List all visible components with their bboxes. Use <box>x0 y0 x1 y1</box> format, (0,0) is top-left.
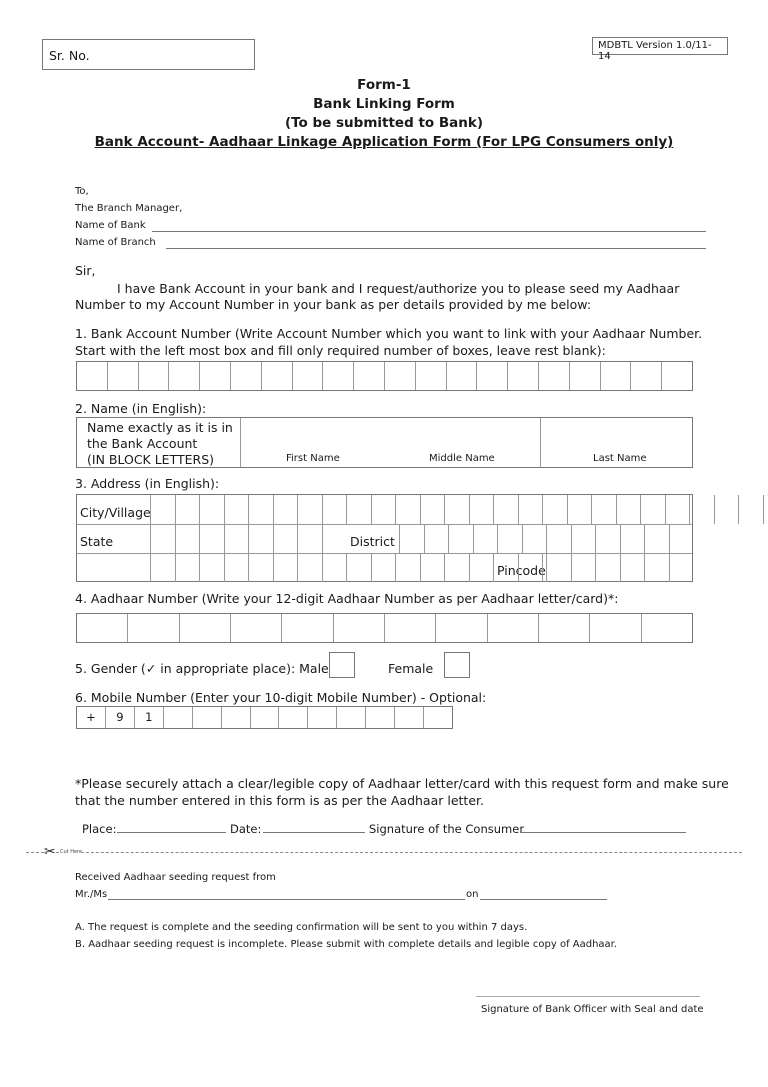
cut-line <box>26 852 742 853</box>
mobile-prefix-box: 9 <box>106 707 135 728</box>
name-divider <box>240 418 241 467</box>
date-label: Date: <box>230 822 262 836</box>
aadhaar-digit-box[interactable] <box>128 614 179 642</box>
version-box <box>592 37 728 62</box>
mobile-number-boxes[interactable] <box>76 706 453 729</box>
account-digit-box[interactable] <box>447 362 478 390</box>
middle-name-field[interactable]: Middle Name <box>429 453 495 464</box>
mobile-digit-box[interactable] <box>308 707 337 728</box>
account-digit-box[interactable] <box>293 362 324 390</box>
account-digit-box[interactable] <box>508 362 539 390</box>
officer-signature-line[interactable] <box>476 996 700 997</box>
note-line1: *Please securely attach a clear/legible copy of Aadhaar letter/card with this request form and make sure <box>75 776 729 791</box>
name-instr-line3: (IN BLOCK LETTERS) <box>87 452 215 467</box>
city-label: City/Village <box>80 505 151 520</box>
account-digit-box[interactable] <box>601 362 632 390</box>
male-checkbox[interactable] <box>329 652 355 678</box>
title-line1: Form-1 <box>357 77 411 93</box>
bank-name-label: Name of Bank <box>75 220 146 231</box>
account-digit-box[interactable] <box>662 362 692 390</box>
note-line2: that the number entered in this form is as per the Aadhaar letter. <box>75 793 484 808</box>
aadhaar-digit-box[interactable] <box>385 614 436 642</box>
mobile-prefix-box: 1 <box>135 707 164 728</box>
account-digit-box[interactable] <box>631 362 662 390</box>
account-digit-box[interactable] <box>169 362 200 390</box>
received-line: Received Aadhaar seeding request from <box>75 872 276 883</box>
bank-name-field[interactable] <box>152 231 706 232</box>
name-divider <box>540 418 541 467</box>
aadhaar-digit-box[interactable] <box>488 614 539 642</box>
officer-signature-label: Signature of Bank Officer with Seal and date <box>481 1004 704 1015</box>
mobile-digit-box[interactable] <box>424 707 452 728</box>
state-field[interactable] <box>150 524 346 553</box>
place-field[interactable] <box>117 832 226 833</box>
pincode-label: Pincode <box>497 563 546 578</box>
account-digit-box[interactable] <box>570 362 601 390</box>
sr-no-box[interactable] <box>42 39 255 70</box>
account-digit-box[interactable] <box>539 362 570 390</box>
account-digit-box[interactable] <box>385 362 416 390</box>
on-date-field[interactable] <box>480 899 607 900</box>
date-field[interactable] <box>263 832 365 833</box>
aadhaar-digit-box[interactable] <box>642 614 692 642</box>
account-digit-box[interactable] <box>139 362 170 390</box>
section4-title: 4. Aadhaar Number (Write your 12-digit Aadhaar Number as per Aadhaar letter/card)*: <box>75 591 619 606</box>
address-line-field[interactable] <box>150 553 567 582</box>
scissors-icon: ✂ <box>44 844 56 860</box>
branch-name-label: Name of Branch <box>75 237 156 248</box>
name-instr-line1: Name exactly as it is in <box>87 420 233 435</box>
first-name-field[interactable]: First Name <box>286 453 340 464</box>
account-digit-box[interactable] <box>354 362 385 390</box>
consumer-signature-label: Signature of the Consumer <box>369 822 525 836</box>
mobile-digit-box[interactable] <box>279 707 308 728</box>
female-checkbox[interactable] <box>444 652 470 678</box>
aadhaar-digit-box[interactable] <box>436 614 487 642</box>
name-table <box>76 417 693 468</box>
last-name-field[interactable]: Last Name <box>593 453 647 464</box>
salutation: Sir, <box>75 263 96 278</box>
district-field[interactable] <box>399 524 693 553</box>
aadhaar-digit-box[interactable] <box>180 614 231 642</box>
account-digit-box[interactable] <box>231 362 262 390</box>
aadhaar-digit-box[interactable] <box>539 614 590 642</box>
letter-para2: Number to my Account Number in your bank as per details provided by me below: <box>75 297 592 312</box>
section1-line2: Start with the left most box and fill only required number of boxes, leave rest blank): <box>75 343 606 358</box>
mobile-prefix-box: + <box>77 707 106 728</box>
cut-here-label: Cut Here <box>60 849 83 855</box>
mobile-digit-box[interactable] <box>395 707 424 728</box>
mobile-digit-box[interactable] <box>337 707 366 728</box>
version-label: MDBTL Version 1.0/11-14 <box>598 40 712 62</box>
aadhaar-digit-box[interactable] <box>334 614 385 642</box>
mrms-field[interactable] <box>108 899 465 900</box>
mobile-digit-box[interactable] <box>193 707 222 728</box>
mobile-digit-box[interactable] <box>251 707 280 728</box>
district-label: District <box>350 534 395 549</box>
mrms-label: Mr./Ms <box>75 889 108 900</box>
section5-title: 5. Gender (✓ in appropriate place): Male <box>75 661 329 676</box>
state-label: State <box>80 534 114 549</box>
form-title <box>0 76 768 152</box>
account-digit-box[interactable] <box>200 362 231 390</box>
letter-para1: I have Bank Account in your bank and I request/authorize you to please seed my Aadhaar <box>117 281 680 296</box>
name-instr-line2: the Bank Account <box>87 436 198 451</box>
city-field[interactable] <box>150 495 768 524</box>
female-label: Female <box>388 661 434 676</box>
to-line: To, <box>75 186 89 197</box>
title-line3: (To be submitted to Bank) <box>284 115 484 131</box>
manager-line: The Branch Manager, <box>75 203 183 214</box>
mobile-digit-box[interactable] <box>164 707 193 728</box>
on-label: on <box>466 889 479 900</box>
aadhaar-digit-box[interactable] <box>77 614 128 642</box>
section1-line1: 1. Bank Account Number (Write Account Number which you want to link with your Aadhaar Number. <box>75 326 703 341</box>
place-label: Place: <box>82 822 117 836</box>
section3-title: 3. Address (in English): <box>75 476 220 491</box>
aadhaar-digit-box[interactable] <box>282 614 333 642</box>
branch-name-field[interactable] <box>166 248 706 249</box>
pincode-field[interactable] <box>546 553 693 582</box>
title-line2: Bank Linking Form <box>313 96 455 112</box>
account-digit-box[interactable] <box>77 362 108 390</box>
aadhaar-number-boxes[interactable] <box>76 613 693 643</box>
sr-no-label: Sr. No. <box>49 48 90 63</box>
mobile-digit-box[interactable] <box>222 707 251 728</box>
aadhaar-digit-box[interactable] <box>590 614 641 642</box>
account-digit-box[interactable] <box>108 362 139 390</box>
receipt-option-a: A. The request is complete and the seeding confirmation will be sent to you within 7 days. <box>75 922 528 933</box>
aadhaar-digit-box[interactable] <box>231 614 282 642</box>
account-digit-box[interactable] <box>416 362 447 390</box>
title-line4: Bank Account- Aadhaar Linkage Application Form (For LPG Consumers only) <box>94 134 674 150</box>
address-table <box>76 494 693 582</box>
mobile-digit-box[interactable] <box>366 707 395 728</box>
account-number-boxes[interactable] <box>76 361 693 391</box>
account-digit-box[interactable] <box>262 362 293 390</box>
receipt-option-b: B. Aadhaar seeding request is incomplete. Please submit with complete details and legible copy of Aadhaar. <box>75 939 618 950</box>
section2-title: 2. Name (in English): <box>75 401 207 416</box>
section6-title: 6. Mobile Number (Enter your 10-digit Mobile Number) - Optional: <box>75 690 487 705</box>
account-digit-box[interactable] <box>323 362 354 390</box>
consumer-signature-field[interactable] <box>520 832 686 833</box>
name-instructions <box>87 420 233 468</box>
account-digit-box[interactable] <box>477 362 508 390</box>
